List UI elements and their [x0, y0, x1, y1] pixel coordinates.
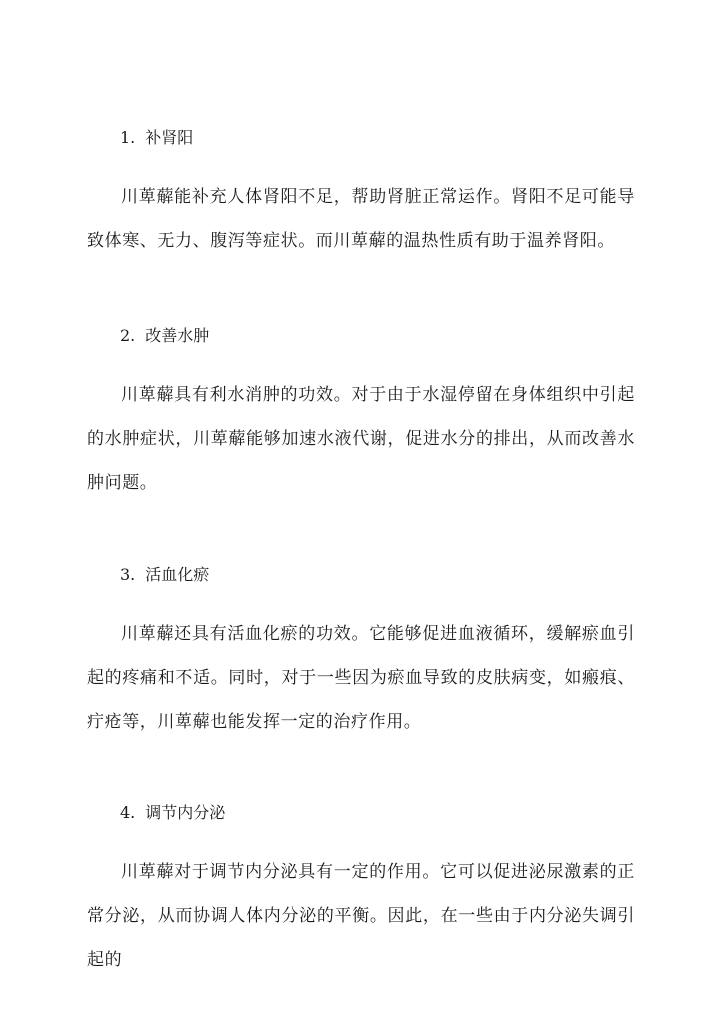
section-number: 4. — [120, 803, 136, 822]
section-paragraph: 川萆薢还具有活血化瘀的功效。它能够促进血液循环，缓解瘀血引起的疼痛和不适。同时，对于一些因为瘀血导致的皮肤病变，如瘢痕、疔疮等，川萆薢也能发挥一定的治疗作用。 — [87, 624, 635, 732]
section-paragraph: 川萆薢能补充人体肾阳不足，帮助肾脏正常运作。肾阳不足可能导致体寒、无力、腹泻等症状。而川萆薢的温热性质有助于温养肾阳。 — [87, 187, 635, 251]
section-number: 3. — [120, 565, 136, 584]
section-title: 调节内分泌 — [145, 803, 226, 822]
section-title: 活血化瘀 — [145, 565, 210, 584]
section-heading — [87, 565, 635, 585]
section-1 — [87, 128, 635, 263]
section-3 — [87, 565, 635, 744]
section-heading — [87, 326, 635, 346]
section-heading — [87, 803, 635, 823]
section-title: 补肾阳 — [145, 128, 194, 147]
section-heading — [87, 128, 635, 148]
section-2 — [87, 326, 635, 505]
section-4 — [87, 803, 635, 982]
section-number: 1. — [120, 128, 136, 147]
section-paragraph: 川萆薢对于调节内分泌具有一定的作用。它可以促进泌尿激素的正常分泌，从而协调人体内分泌的平衡。因此，在一些由于内分泌失调引起的 — [87, 862, 635, 970]
section-title: 改善水肿 — [145, 326, 210, 345]
section-number: 2. — [120, 326, 136, 345]
section-paragraph: 川萆薢具有利水消肿的功效。对于由于水湿停留在身体组织中引起的水肿症状，川萆薢能够加速水液代谢，促进水分的排出，从而改善水肿问题。 — [87, 385, 635, 493]
